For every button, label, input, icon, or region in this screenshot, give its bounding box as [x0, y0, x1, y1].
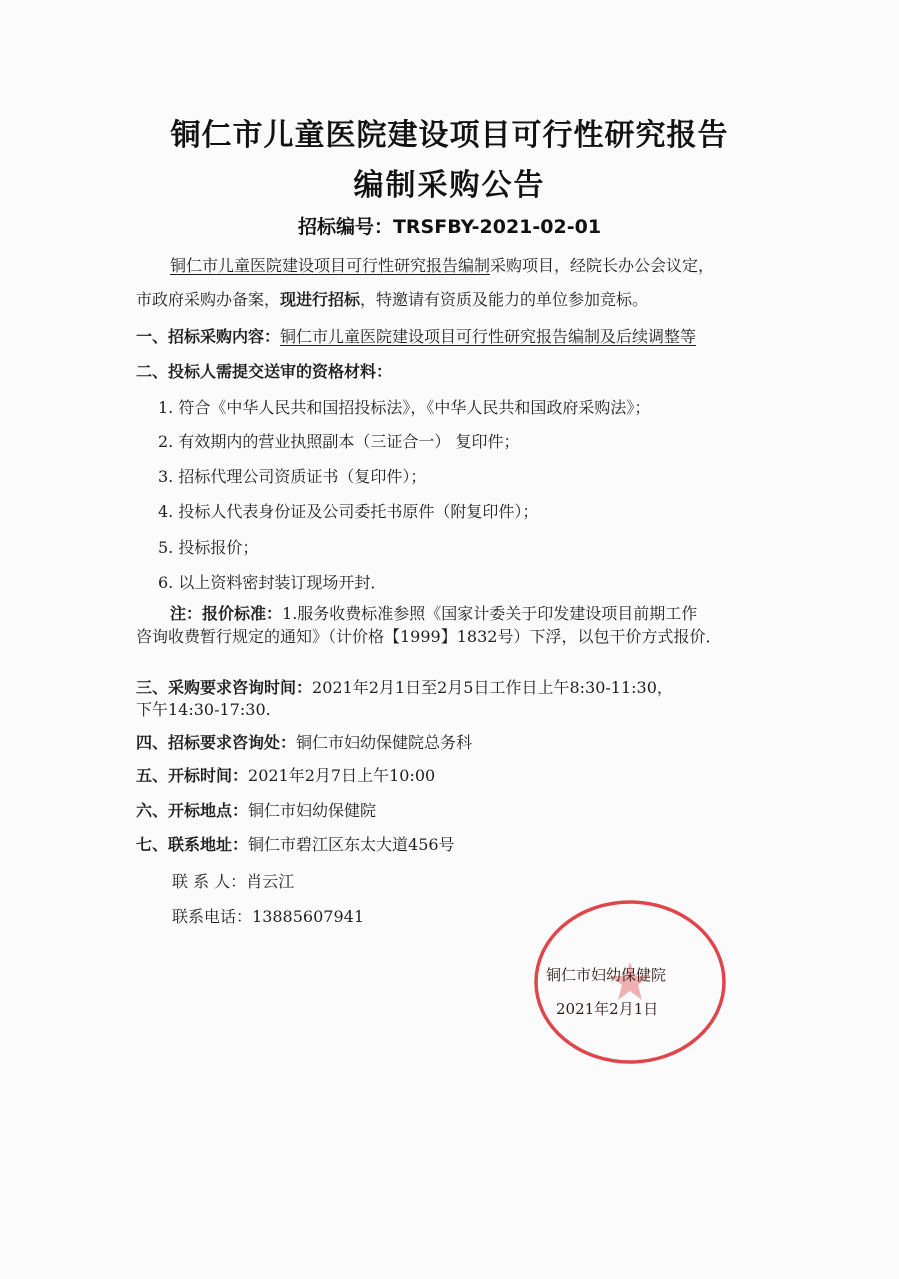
note-line1	[170, 604, 697, 624]
document-title-line1: 铜仁市儿童医院建设项目可行性研究报告	[170, 118, 729, 153]
phone-value: 13885607941	[252, 907, 364, 926]
section1	[136, 327, 696, 347]
bid-number-value: TRSFBY-2021-02-01	[392, 216, 602, 238]
section5	[136, 766, 435, 786]
bid-number	[0, 212, 899, 239]
phone-label: 联系电话：	[172, 907, 253, 926]
section2-item-4: 4. 投标人代表身份证及公司委托书原件（附复印件）；	[158, 502, 539, 521]
section4-label: 四、招标要求咨询处：	[136, 733, 297, 752]
bid-number-label: 招标编号：	[297, 216, 393, 238]
section2-label: 二、投标人需提交送审的资格材料：	[136, 362, 393, 381]
intro-text2c: ，特邀请有资质及能力的单位参加竞标。	[360, 290, 649, 309]
section3-label: 三、采购要求咨询时间：	[136, 678, 313, 697]
section2-item-2: 2. 有效期内的营业执照副本（三证合一） 复印件；	[158, 432, 520, 451]
note-line2: 咨询收费暂行规定的通知》（计价格【1999】1832号）下浮，以包干价方式报价．	[136, 627, 722, 646]
intro-line1	[170, 256, 714, 276]
section1-label: 一、招标采购内容：	[136, 327, 281, 346]
signature-date: 2021年2月1日	[556, 1000, 659, 1018]
section4	[136, 733, 472, 753]
contact-value: 肖云江	[246, 872, 295, 891]
section4-value: 铜仁市妇幼保健院总务科	[296, 733, 473, 752]
signature-org: 铜仁市妇幼保健院	[546, 966, 667, 984]
section3-value2: 下午14:30-17:30.	[136, 700, 271, 719]
intro-line2	[136, 290, 648, 310]
section3	[136, 678, 673, 698]
section2-item-5: 5. 投标报价；	[158, 538, 259, 557]
contact-phone	[172, 907, 364, 927]
document-title-line2: 编制采购公告	[353, 168, 546, 203]
section3-value: 2021年2月1日至2月5日工作日上午8:30-11:30，	[312, 678, 673, 697]
intro-text2b: 现进行招标	[280, 290, 361, 309]
section2-item-1: 1. 符合《中华人民共和国招投标法》，《中华人民共和国政府采购法》；	[158, 398, 651, 417]
section7	[136, 835, 455, 855]
section1-value: 铜仁市儿童医院建设项目可行性研究报告编制及后续调整等	[280, 327, 697, 346]
section5-label: 五、开标时间：	[136, 766, 249, 785]
section7-value: 铜仁市碧江区东太大道456号	[248, 835, 455, 854]
intro-text2a: 市政府采购办备案，	[136, 290, 281, 309]
contact-person	[172, 872, 294, 892]
section2-item-6: 6. 以上资料密封装订现场开封．	[158, 573, 387, 592]
intro-project-name: 铜仁市儿童医院建设项目可行性研究报告编制	[170, 256, 491, 275]
section6-label: 六、开标地点：	[136, 801, 249, 820]
note-label: 注：报价标准：	[170, 604, 283, 623]
contact-label: 联 系 人：	[172, 872, 247, 891]
intro-text1: 采购项目，经院长办公会议定，	[490, 256, 715, 275]
section7-label: 七、联系地址：	[136, 835, 249, 854]
section2-item-3: 3. 招标代理公司资质证书（复印件）；	[158, 467, 427, 486]
section5-value: 2021年2月7日上午10:00	[248, 766, 436, 785]
section6	[136, 801, 376, 821]
section6-value: 铜仁市妇幼保健院	[248, 801, 377, 820]
note-text1: 1.服务收费标准参照《国家计委关于印发建设项目前期工作	[282, 604, 698, 623]
